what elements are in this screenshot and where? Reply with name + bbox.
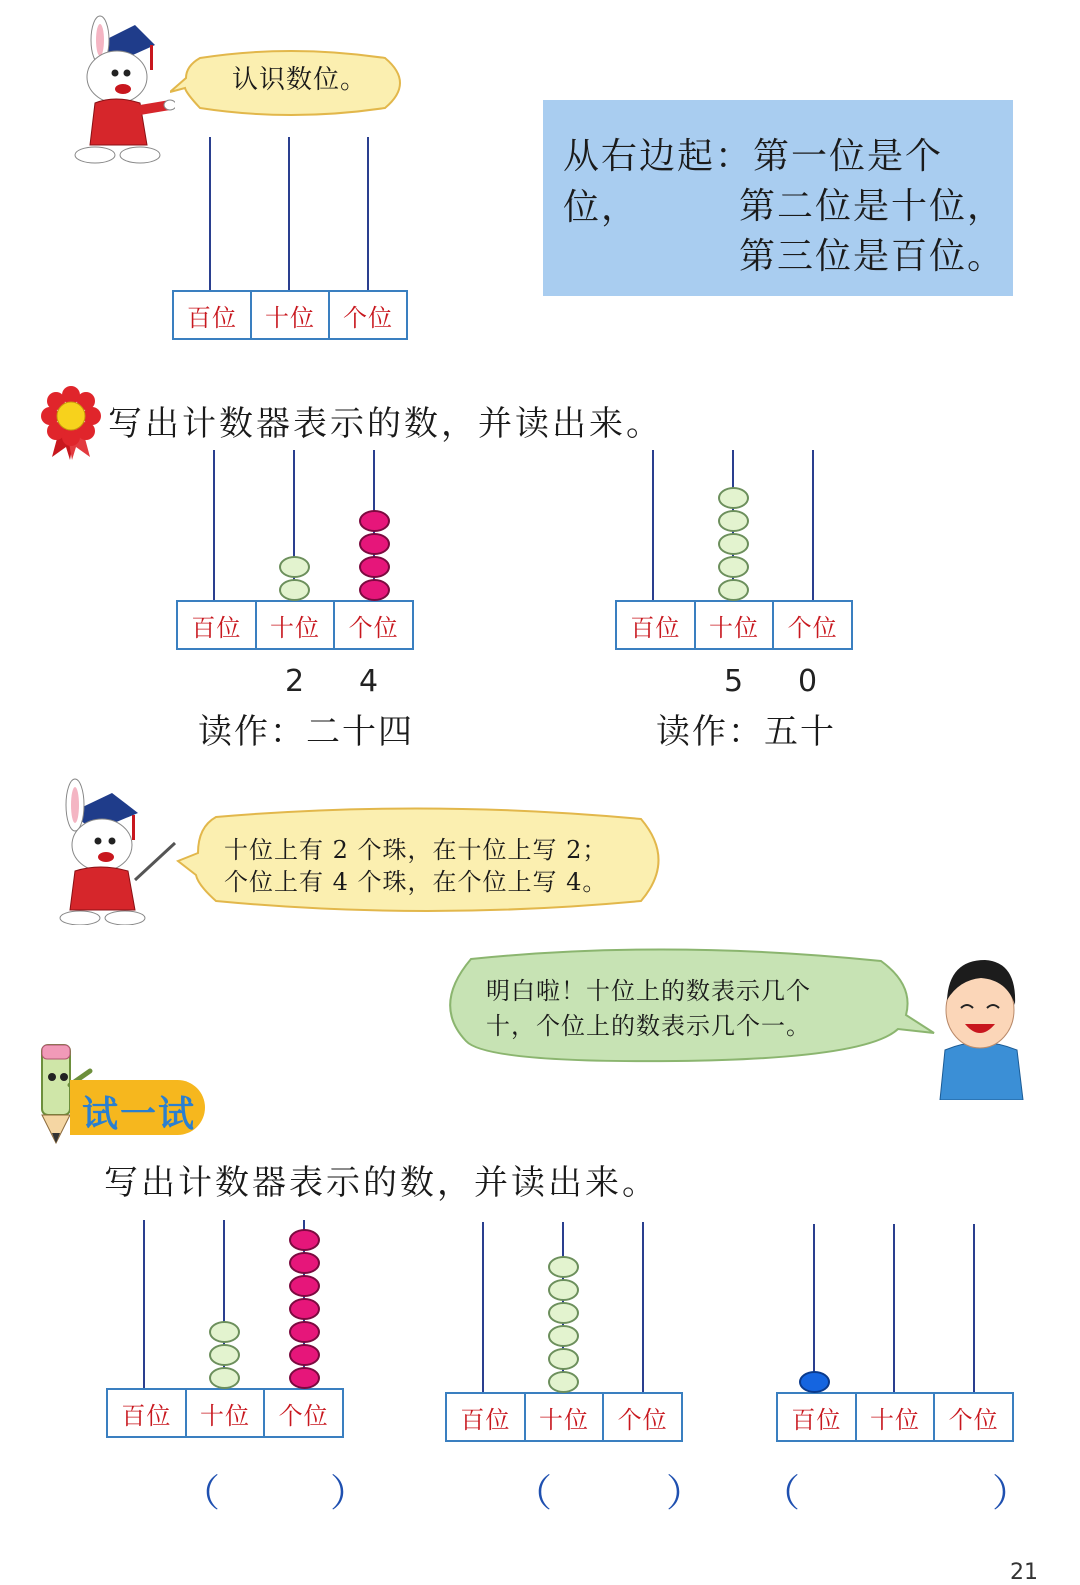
info-line-1: 从右边起：第一位是个位， [563, 136, 944, 228]
rod-tens [288, 137, 290, 292]
bead-tens [548, 1256, 579, 1278]
label-hundreds: 百位 [178, 602, 257, 648]
boy-illustration [935, 950, 1025, 1100]
bead-tens [548, 1371, 579, 1393]
bead-ones [289, 1367, 320, 1389]
label-hundreds: 百位 [617, 602, 696, 648]
boy-bubble-line1: 明白啦！十位上的数表示几个 [486, 977, 811, 1005]
bead-tens [548, 1325, 579, 1347]
digit-ones: 4 [359, 664, 379, 699]
abacus-intro [172, 137, 408, 342]
answer-open-paren: （ [182, 1471, 221, 1515]
bead-tens [718, 556, 749, 578]
label-tens: 十位 [252, 292, 330, 338]
bead-ones [359, 533, 390, 555]
label-tens: 十位 [526, 1394, 605, 1440]
abacus-example-24 [176, 450, 414, 652]
digit-tens: 5 [724, 664, 744, 699]
bead-tens [279, 579, 310, 601]
rod-hundreds [652, 450, 654, 602]
bead-ones [289, 1298, 320, 1320]
digit-ones: 0 [798, 664, 818, 699]
rod-hundreds [209, 137, 211, 292]
place-value-row [172, 290, 408, 340]
rod-hundreds [482, 1222, 484, 1394]
place-value-row [615, 600, 853, 650]
bead-tens [209, 1367, 240, 1389]
bead-ones [289, 1344, 320, 1366]
rabbit-teacher-illustration [40, 775, 180, 925]
answer-close-paren: ） [330, 1471, 369, 1515]
bead-tens [209, 1344, 240, 1366]
rod-ones [367, 137, 369, 292]
bead-ones [289, 1252, 320, 1274]
info-line-3: 第三位是百位。 [739, 236, 1006, 277]
answer-close-paren: ） [992, 1471, 1031, 1515]
label-ones: 个位 [278, 1401, 329, 1430]
bead-tens [548, 1302, 579, 1324]
abacus-example-50 [615, 450, 853, 652]
bead-tens [548, 1279, 579, 1301]
bead-tens [209, 1321, 240, 1343]
label-hundreds: 百位 [174, 292, 252, 338]
rod-ones [973, 1224, 975, 1394]
rod-hundreds [143, 1220, 145, 1390]
rod-hundreds [213, 450, 215, 602]
rabbit-bubble-line2: 个位上有 4 个珠，在个位上写 4。 [224, 868, 608, 896]
bead-ones [289, 1229, 320, 1251]
label-ones: 个位 [617, 1405, 668, 1434]
label-ones: 个位 [948, 1405, 999, 1434]
label-tens: 十位 [187, 1390, 266, 1436]
bead-tens [718, 487, 749, 509]
answer-open-paren: （ [762, 1471, 801, 1515]
label-ones: 个位 [348, 613, 399, 642]
example-instruction: 写出计数器表示的数，并读出来。 [108, 404, 663, 444]
try-badge-text: 试一试 [82, 1094, 197, 1135]
rabbit-bubble-line1: 十位上有 2 个珠，在十位上写 2； [224, 836, 608, 864]
place-value-info-box [543, 100, 1013, 296]
place-value-row [445, 1392, 683, 1442]
label-hundreds: 百位 [778, 1394, 857, 1440]
place-value-row [776, 1392, 1014, 1442]
rod-ones [812, 450, 814, 602]
bead-ones [359, 579, 390, 601]
answer-blank-2[interactable] [548, 1468, 663, 1508]
info-line-2: 第二位是十位， [739, 186, 1006, 227]
label-ones: 个位 [787, 613, 838, 642]
abacus-try-3 [776, 1224, 1014, 1442]
label-ones: 个位 [343, 303, 393, 332]
digit-tens: 2 [285, 664, 305, 699]
bead-tens [279, 556, 310, 578]
abacus-try-2 [445, 1222, 683, 1442]
abacus-try-1 [106, 1220, 344, 1438]
label-hundreds: 百位 [447, 1394, 526, 1440]
bead-tens [718, 533, 749, 555]
label-tens: 十位 [257, 602, 336, 648]
bead-tens [718, 510, 749, 532]
reading-left: 读作：二十四 [198, 712, 414, 752]
label-tens: 十位 [696, 602, 775, 648]
bead-tens [548, 1348, 579, 1370]
rabbit-teacher-illustration [55, 15, 175, 165]
try-instruction: 写出计数器表示的数，并读出来。 [104, 1163, 659, 1203]
bead-tens [718, 579, 749, 601]
answer-blank-1[interactable] [215, 1468, 327, 1508]
answer-open-paren: （ [514, 1471, 553, 1515]
flower-badge-icon [40, 385, 102, 460]
bead-ones [359, 556, 390, 578]
rod-tens [893, 1224, 895, 1394]
boy-bubble-line2: 十，个位上的数表示几个一。 [486, 1012, 811, 1040]
bead-ones [289, 1275, 320, 1297]
rod-ones [642, 1222, 644, 1394]
bubble-top-text: 认识数位。 [232, 65, 368, 95]
answer-close-paren: ） [666, 1471, 705, 1515]
bead-hundreds [799, 1371, 830, 1393]
page-number: 21 [1010, 1560, 1038, 1585]
place-value-row [106, 1388, 344, 1438]
rod-hundreds [813, 1224, 815, 1394]
bead-ones [289, 1321, 320, 1343]
label-tens: 十位 [857, 1394, 936, 1440]
place-value-row [176, 600, 414, 650]
answer-blank-3[interactable] [798, 1468, 988, 1508]
bead-ones [359, 510, 390, 532]
reading-right: 读作：五十 [656, 712, 836, 752]
label-hundreds: 百位 [108, 1390, 187, 1436]
